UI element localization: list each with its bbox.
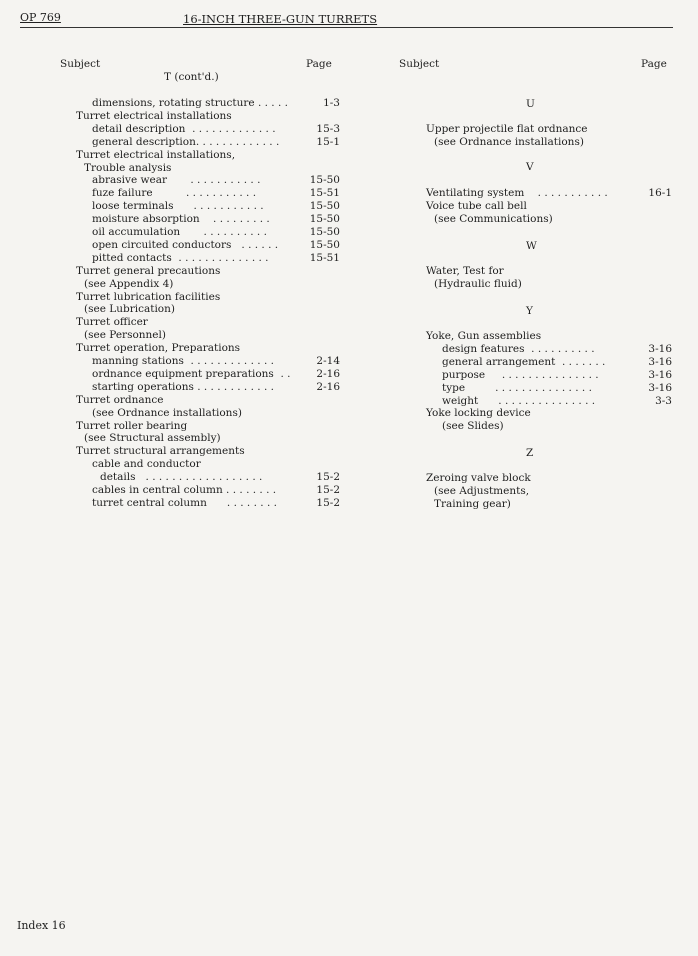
index-entry-page: 15-3: [316, 122, 340, 135]
index-entry-text: Turret structural arrangements: [76, 445, 245, 458]
index-entry-text: moisture absorption . . . . . . . . .: [92, 213, 270, 226]
index-entry-page: 3-16: [648, 368, 672, 381]
right-page-heading: Page: [641, 58, 667, 70]
index-entry-page: 3-16: [648, 381, 672, 394]
index-entry-page: 15-2: [316, 496, 340, 509]
section-letter-y: Y: [526, 305, 533, 317]
index-entry-text: general arrangement . . . . . . .: [442, 355, 606, 368]
index-entry-text: open circuited conductors . . . . . .: [92, 238, 279, 251]
index-entry-text: Training gear): [434, 497, 511, 510]
index-entry-page: 15-2: [316, 484, 340, 496]
index-entry-page: 2-14: [316, 355, 340, 367]
index-entry-page: 15-2: [316, 471, 340, 484]
index-entry-text: Upper projectile flat ordnance: [426, 123, 588, 135]
index-entry-text: Turret ordnance: [76, 393, 164, 406]
index-entry-text: weight . . . . . . . . . . . . . . .: [442, 394, 596, 407]
index-entry-text: (see Personnel): [84, 329, 166, 342]
index-entry-text: Yoke locking device: [426, 407, 531, 420]
index-entry-text: (see Ordnance installations): [92, 406, 242, 419]
index-entry-text: Turret electrical installations,: [76, 148, 236, 161]
index-entry-page: 15-50: [309, 200, 340, 213]
left-subject-heading: Subject: [60, 58, 101, 70]
index-entry-page: 15-51: [309, 187, 340, 200]
index-entry-text: Yoke, Gun assemblies: [426, 330, 542, 342]
index-entry-text: Turret roller bearing: [76, 419, 188, 432]
index-entry-text: manning stations . . . . . . . . . . . . .: [92, 355, 274, 367]
index-entry-page: 15-50: [309, 238, 340, 251]
index-entry-text: dimensions, rotating structure . . . . .: [92, 97, 288, 109]
index-entry-text: (see Structural assembly): [84, 432, 221, 445]
index-entry-page: 2-16: [316, 380, 340, 393]
index-entry-text: cable and conductor: [92, 458, 201, 471]
index-entry-text: Turret general precautions: [76, 264, 221, 277]
index-entry-page: 3-16: [648, 342, 672, 355]
page-title: 16-INCH THREE-GUN TURRETS: [183, 12, 378, 26]
index-entry-text: details . . . . . . . . . . . . . . . . . .: [100, 471, 263, 484]
index-entry-text: detail description . . . . . . . . . . . . .: [92, 122, 276, 135]
index-entry-text: (see Communications): [434, 212, 553, 225]
index-entry-text: (see Slides): [442, 420, 504, 433]
left-page-heading: Page: [306, 58, 332, 70]
index-entry-text: Turret electrical installations: [76, 109, 232, 122]
document-number: OP 769: [20, 11, 61, 24]
index-entry-text: (see Ordnance installations): [434, 135, 584, 148]
index-entry-text: (see Appendix 4): [84, 277, 174, 290]
index-entry-page: 15-51: [309, 251, 340, 264]
page-footer: Index 16: [17, 919, 66, 932]
index-entry-page: 2-16: [316, 367, 340, 380]
index-entry-text: Trouble analysis: [84, 161, 172, 174]
index-entry-text: (see Adjustments,: [434, 484, 530, 497]
index-entry-text: Turret operation, Preparations: [76, 342, 241, 355]
right-subject-heading: Subject: [399, 58, 440, 70]
index-entry-text: type . . . . . . . . . . . . . . .: [442, 381, 592, 394]
index-entry-text: starting operations . . . . . . . . . . . .: [92, 380, 274, 393]
section-letter-u: U: [526, 98, 535, 110]
section-letter-v: V: [526, 161, 534, 173]
index-entry-page: 1-3: [323, 97, 340, 109]
index-entry-page: 3-3: [655, 394, 672, 407]
index-entry-page: 15-50: [309, 213, 340, 226]
index-entry-page: 15-50: [309, 226, 340, 238]
index-entry-text: loose terminals . . . . . . . . . . .: [92, 200, 264, 213]
section-letter-z: Z: [526, 447, 534, 459]
index-entry-text: abrasive wear . . . . . . . . . . .: [92, 174, 261, 187]
index-entry-page: 15-50: [309, 174, 340, 187]
index-entry-text: (see Lubrication): [84, 303, 175, 316]
header-rule: [20, 27, 673, 28]
index-entry-page: 3-16: [648, 355, 672, 368]
index-entry-text: fuze failure . . . . . . . . . . .: [92, 187, 257, 200]
index-entry-text: general description. . . . . . . . . . . . .: [92, 135, 280, 148]
section-letter-t: T (cont'd.): [164, 71, 219, 83]
index-entry-text: Turret lubrication facilities: [76, 290, 221, 303]
index-entry-text: Zeroing valve block: [426, 472, 531, 484]
index-entry-text: Ventilating system . . . . . . . . . . .: [426, 187, 608, 199]
index-entry-text: Voice tube call bell: [426, 199, 527, 212]
index-entry-text: purpose . . . . . . . . . . . . . . .: [442, 368, 599, 381]
index-entry-text: Water, Test for: [426, 265, 504, 277]
index-entry-text: design features . . . . . . . . . .: [442, 342, 595, 355]
index-entry-text: pitted contacts . . . . . . . . . . . . . .: [92, 251, 269, 264]
index-entry-text: cables in central column . . . . . . . .: [92, 484, 277, 496]
index-entry-text: (Hydraulic fluid): [434, 277, 522, 290]
index-entry-page: 15-1: [316, 135, 340, 148]
index-entry-text: oil accumulation . . . . . . . . . .: [92, 226, 267, 238]
section-letter-w: W: [526, 240, 537, 252]
index-entry-text: ordnance equipment preparations . .: [92, 367, 291, 380]
index-entry-page: 16-1: [648, 187, 672, 199]
index-entry-text: Turret officer: [76, 316, 148, 329]
index-entry-text: turret central column . . . . . . . .: [92, 496, 277, 509]
